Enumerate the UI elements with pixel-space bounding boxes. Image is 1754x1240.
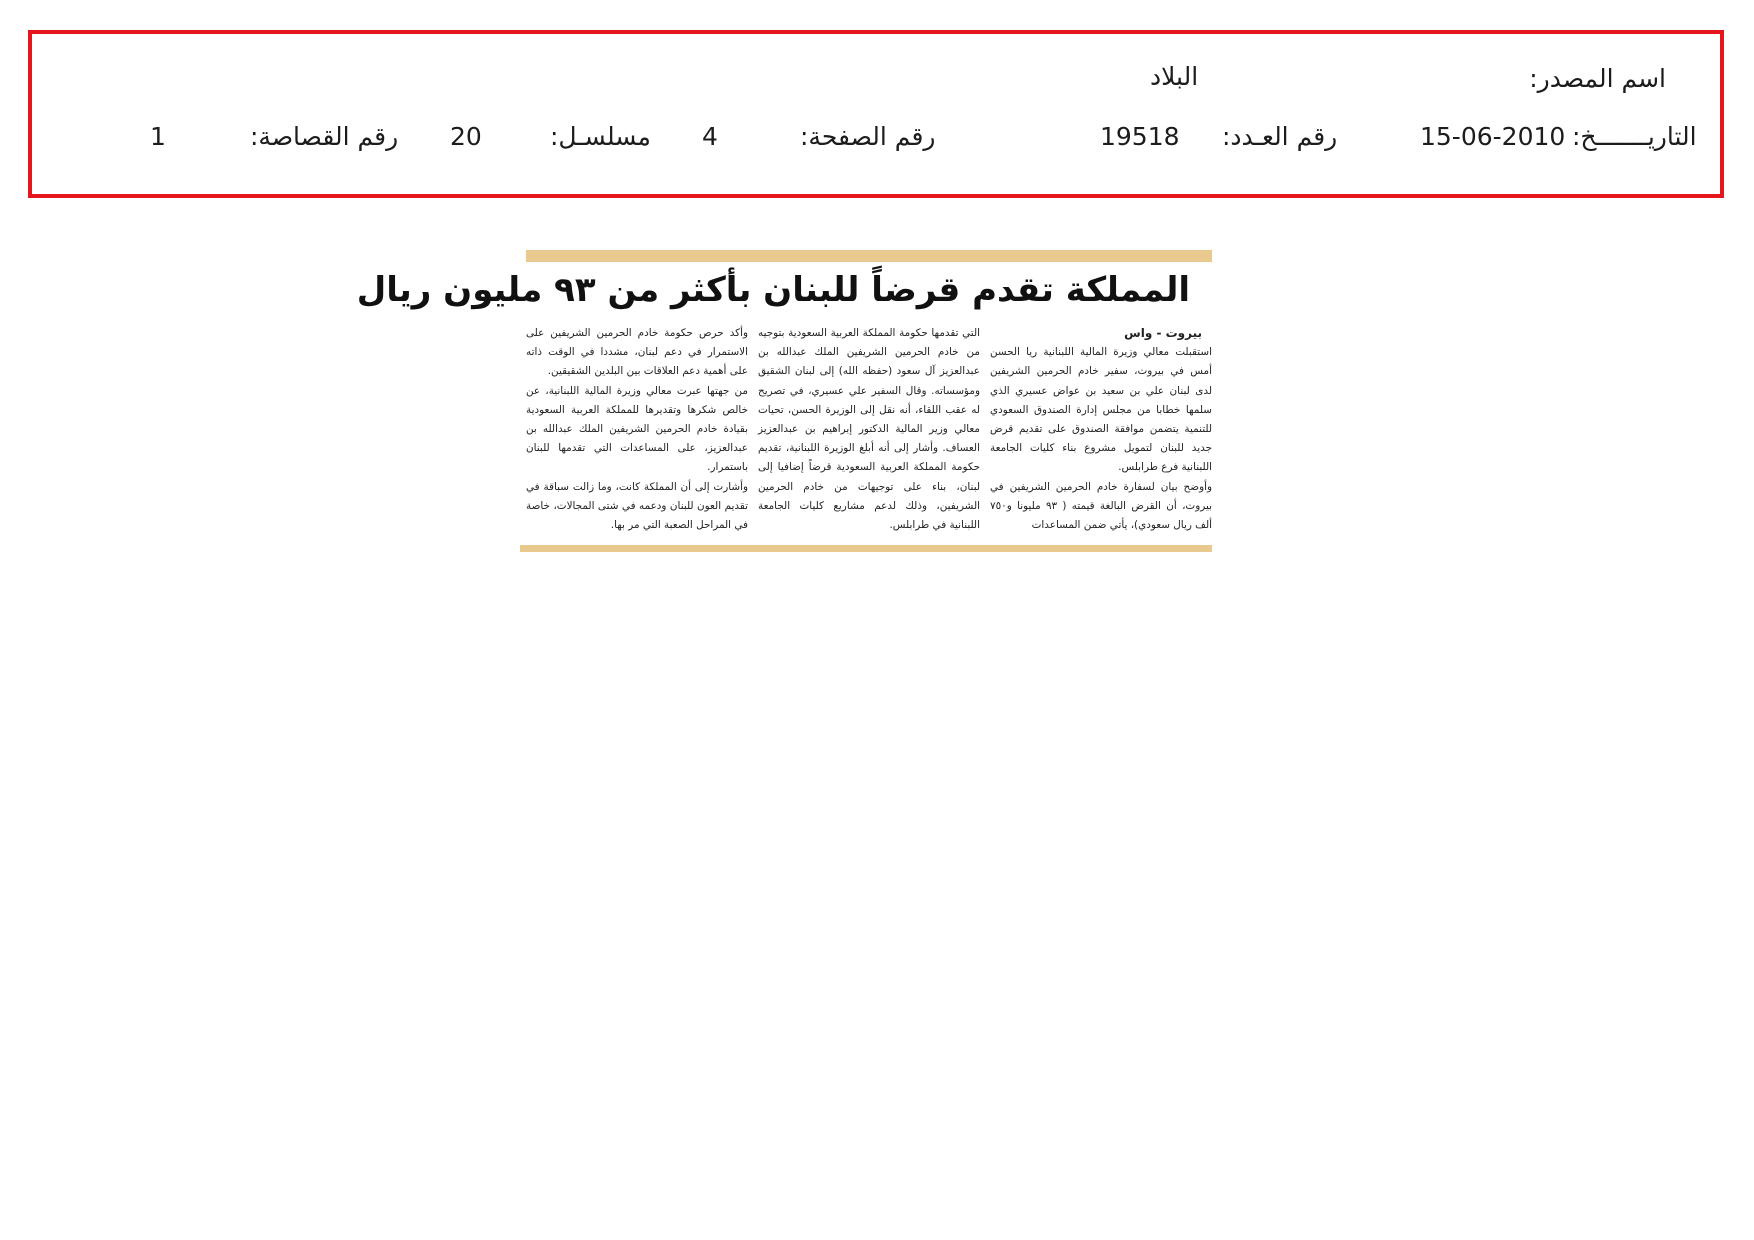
article-dateline: بيروت - واس [1124, 326, 1202, 340]
clip-value: 1 [150, 122, 166, 151]
article-paragraph: التي تقدمها حكومة المملكة العربية السعودية بتوجيه من خادم الحرمين الشريفين الملك عبدالله بن عبدالعزيز آل سعود (حفظه الله) إلى لبنان الشقيق ومؤسساته. وقال السفير علي عسيري، في تصريح له عقب اللقاء، أنه نقل إلى الوزيرة الحسن، تحيات معالي وزير المالية الدكتور إبراهيم بن عبدالعزيز العساف. وأشار إلى أنه أبلغ الوزيرة اللبنانية، تقديم حكومة المملكة العربية السعودية قرضاً إضافيا إلى لبنان، بناء على توجيهات من خادم الحرمين الشريفين، وذلك لدعم مشاريع كليات الجامعة اللبنانية في طرابلس. [758, 327, 980, 532]
article-paragraph: وأشارت إلى أن المملكة كانت، وما زالت سباقة في تقديم العون للبنان ودعمه في شتى المجالات، خاصة في المراحل الصعبة التي مر بها. [526, 480, 748, 532]
clipping-bottom-border [520, 545, 1212, 552]
metadata-box [28, 30, 1724, 198]
article-paragraph: استقبلت معالي وزيرة المالية اللبنانية ريا الحسن أمس في بيروت، سفير خادم الحرمين الشريفين لدى لبنان علي بن سعيد بن عواض عسيري الذي سلمها خطابا من مجلس إدارة الصندوق السعودي للتنمية يتضمن موافقة الصندوق على تقديم قرض جديد للبنان لتمويل مشروع بناء كليات الجامعة اللبنانية فرع طرابلس. [990, 346, 1212, 474]
article-paragraph: وأوضح بيان لسفارة خادم الحرمين الشريفين في بيروت، أن القرض البالغة قيمته ( ٩٣ مليونا و٧٥٠ ألف ريال سعودي)، يأتي ضمن المساعدات [990, 480, 1212, 532]
source-label: اسم المصدر: [1529, 64, 1666, 93]
date-value: 15-06-2010 [1420, 122, 1566, 151]
issue-label: رقم العـدد: [1222, 122, 1338, 151]
page-value: 4 [702, 122, 718, 151]
news-clipping [356, 250, 1212, 552]
clip-label: رقم القصاصة: [250, 122, 399, 151]
article-paragraph: من جهتها عبرت معالي وزيرة المالية اللبنانية، عن خالص شكرها وتقديرها للمملكة العربية السعودية بقيادة خادم الحرمين الشريفين الملك عبدالله بن عبدالعزيز، على المساعدات التي تقدمها للبنان باستمرار. [526, 384, 748, 474]
article-headline: المملكة تقدم قرضاً للبنان بأكثر من ٩٣ مليون ريال [356, 270, 1190, 310]
page-label: رقم الصفحة: [800, 122, 936, 151]
clipping-top-border [526, 250, 1212, 262]
source-value: البلاد [1150, 62, 1199, 91]
article-column-3 [526, 324, 748, 532]
serial-label: مسلسـل: [550, 122, 651, 151]
issue-value: 19518 [1100, 122, 1180, 151]
article-paragraph: وأكد حرص حكومة خادم الحرمين الشريفين على الاستمرار في دعم لبنان، مشددا في الوقت ذاته على أهمية دعم العلاقات بين البلدين الشقيقين. [526, 327, 748, 378]
article-column-2 [758, 324, 980, 532]
serial-value: 20 [450, 122, 482, 151]
article-column-1 [990, 324, 1212, 532]
date-label: التاريـــــــخ: [1572, 122, 1697, 151]
